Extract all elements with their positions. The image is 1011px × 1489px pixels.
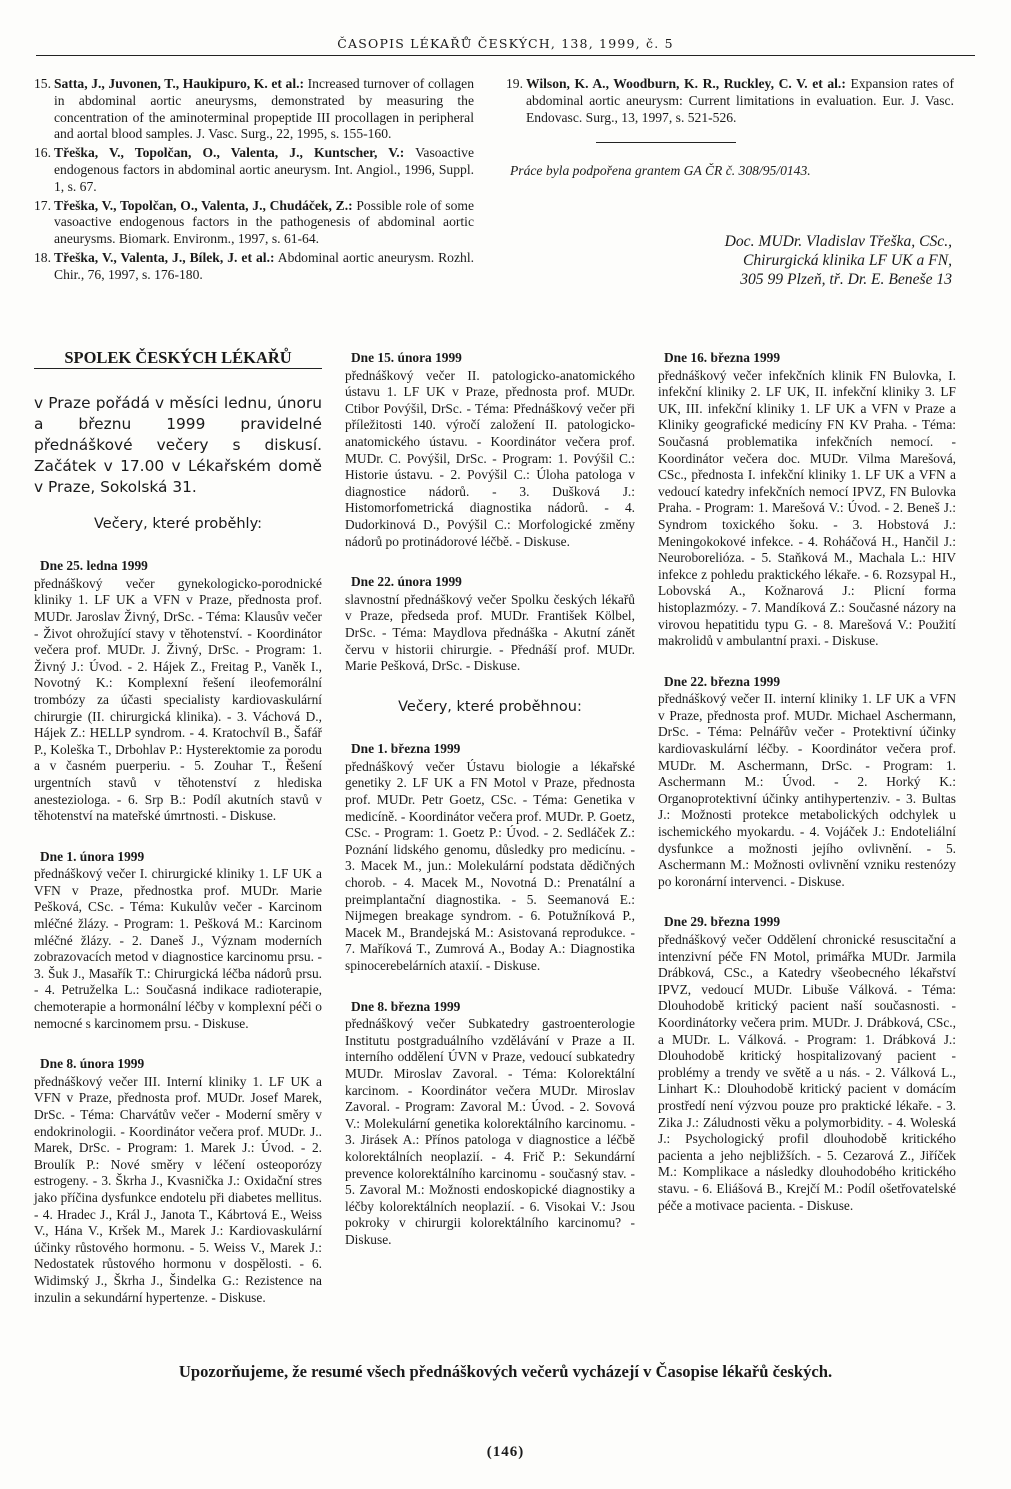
reference-authors: Třeška, V., Topolčan, O., Valenta, J., Kuntscher, V.: bbox=[54, 145, 405, 161]
reference-number: 18. bbox=[34, 249, 51, 265]
reference-item bbox=[34, 250, 474, 284]
reference-text: Possible role of some vasoactive endogenous factors in the pathogenesis of abdominal aortic aneurysms. Biomark. Environm., 1997, s. 61-64. bbox=[54, 197, 474, 247]
footer-notice: Upozorňujeme, že resumé všech přednáškových večerů vycházejí v Časopise lékařů českých. bbox=[178, 1362, 833, 1381]
reference-text: Increased turnover of collagen in abdominal aortic aneurysms, demonstrated by measuring the concentration of the aminoterminal propeptide III procollagen in peripheral and aortal blood samples. J. Vasc. Surg., 22, 1995, s. 155-160. bbox=[54, 76, 474, 142]
reference-number: 15. bbox=[34, 76, 51, 91]
reference-item bbox=[506, 76, 954, 126]
event-description: přednáškový večer III. Interní kliniky 1. LF UK a VFN v Praze, přednosta prof. MUDr. Josef Marek, DrSc. - Téma: Charvátův večer - Moderní směry v endokrinologii. - Koordinátor večera prof. MUDr. J.. Marek, DrSc. - Program: 1. Marek J.: Úvod. - 2. Broulík P.: Nové směry v léčení osteoporózy estrogeny. - 3. Škrha J., Kvasnička J.: Oxidační stres jako příčina dysfunkce endotelu při diabetes mellitus. - 4. Hradec J., Král J., Janota T., Kábrtová E., Weiss V., Hána V., Kršek M., Marek J.: Kardiovaskulární účinky růstového hormonu. - 5. Weiss V., Marek J.: Nedostatek růstového hormonu v dospělosti. - 6. Widimský J., Škrha J., Šindelka G.: Rezistence na inzulin a sekundární hypertenze. - Diskuse. bbox=[34, 1073, 322, 1305]
references-right-column bbox=[506, 76, 954, 289]
reference-item bbox=[34, 145, 474, 195]
event-date: Dne 1. března 1999 bbox=[351, 741, 461, 757]
grant-acknowledgement: Práce byla podpořena grantem GA ČR č. 308/95/0143. bbox=[510, 163, 811, 179]
running-title: ČASOPIS LÉKAŘŮ ČESKÝCH, 138, 1999, č. 5 bbox=[337, 36, 674, 51]
signature-line: Chirurgická klinika LF UK a FN, bbox=[742, 252, 952, 270]
reference-authors: Třeška, V., Valenta, J., Bílek, J. et al.: bbox=[54, 249, 275, 265]
event-entry bbox=[345, 350, 635, 550]
event-date: Dne 29. března 1999 bbox=[664, 914, 781, 930]
event-entry bbox=[658, 350, 956, 650]
page-number: (146) bbox=[486, 1444, 525, 1460]
reference-authors: Wilson, K. A., Woodburn, K. R., Ruckley, C. V. et al.: bbox=[526, 76, 846, 91]
event-entry bbox=[345, 741, 635, 974]
event-description: přednáškový večer gynekologicko-porodnické kliniky 1. LF UK a VFN v Praze, přednosta prof. MUDr. Jaroslav Živný, DrSc. - Téma: Klausův večer - Život ohrožující stavy v těhotenství. - Koordinátor večera prof. MUDr. J. Živný, DrSc. - Program: 1. Živný J.: Úvod. - 2. Hájek Z., Freitag P., Vaněk I., Novotný K.: Komplexní řešení ileofemorální trombózy za účasti specialisty kardiovaskulární chirurgie (II. chirurgická klinika). - 3. Váchová D., Hájek Z.: HELLP syndrom. - 4. Kratochvíl B., Šafář P., Koleška T., Drbohlav P.: Hysterektomie za porodu a v časném puerperiu. - 5. Zouhar T., Řešení urgentních stavů v těhotenství z hlediska anesteziologa. - 6. Srp B.: Podíl akutních stavů v těhotenství na mateřské úmrtnosti. - Diskuse. bbox=[34, 575, 322, 824]
reference-text: Vasoactive endogenous factors in abdominal aortic aneurysm. Int. Angiol., 1996, Suppl. 1, s. 67. bbox=[54, 145, 474, 194]
past-evenings-heading: Večery, které proběhly: bbox=[93, 515, 263, 532]
society-title: SPOLEK ČESKÝCH LÉKAŘŮ bbox=[34, 350, 322, 369]
event-date: Dne 1. února 1999 bbox=[40, 848, 145, 864]
event-description: slavnostní přednáškový večer Spolku českých lékařů v Praze, předseda prof. MUDr. František Kölbel, DrSc. - Téma: Maydlova přednáška - Akutní zánět červu v historii chirurgie. - Přednáší prof. MUDr. Marie Pešková, DrSc. - Diskuse. bbox=[345, 591, 635, 674]
reference-number: 19. bbox=[506, 76, 523, 91]
author-signature bbox=[506, 232, 954, 289]
event-description: přednáškový večer Subkatedry gastroenterologie Institutu postgraduálního vzdělávání v Praze a II. interního oddělení ÚVN v Praze, vedoucí subkatedry MUDr. Miroslav Zavoral. - Téma: Kolorektální karcinom. - Koordinátor večera MUDr. Miroslav Zavoral. - Program: Zavoral M.: Úvod. - 2. Sovová V.: Molekulární genetika kolorektálního karcinomu. - 3. Jirásek A.: Přínos patologa v diagnostice a léčbě kolorektálních neoplazií. - 4. Frič P.: Sekundární prevence kolorektálního karcinomu - současný stav. - 5. Zavoral M.: Možnosti endoskopické diagnostiky a léčby kolorektálních neoplazií. - 6. Visokai V.: Jsou pokroky v chirurgii kolorektálního karcinomu? - Diskuse. bbox=[345, 1016, 635, 1247]
event-date: Dne 22. března 1999 bbox=[664, 673, 781, 689]
event-description: přednáškový večer II. interní kliniky 1. LF UK a VFN v Praze, přednosta prof. MUDr. Michael Aschermann, DrSc. - Téma: Pelnářův večer - Protektivní účinky kardiovaskulární léčby. - Koordinátor večera prof. MUDr. M. Aschermann, DrSc. - Program: 1. Aschermann M.: Úvod. - 2. Horký K.: Organoprotektivní účinky antihypertenziv. - 3. Bultas J.: Možnosti protekce metabolických odchylek u ischemického myokardu. - 4. Vojáček J.: Endoteliální dysfunkce a možnosti jejího ovlivnění. - 5. Aschermann M.: Možnosti ovlivnění vzniku restenózy po koronární intervenci. - Diskuse. bbox=[658, 691, 956, 889]
event-entry bbox=[34, 558, 322, 825]
event-description: přednáškový večer Ústavu biologie a lékařské genetiky 2. LF UK a FN Motol v Praze, přednosta prof. MUDr. Petr Goetz, CSc. - Téma: Genetika v medicíně. - Koordinátor večera prof. MUDr. P. Goetz, CSc. - Program: 1. Goetz P.: Úvod. - 2. Sedláček Z.: Poznání lidského genomu, důsledky pro medicínu. - 3. Macek M., jun.: Molekulární podstata dědičných chorob. - 4. Macek M., Novotná D.: Prenatální a preimplantační diagnostika. - 5. Seemanová E.: Nijmegen breakage syndrom. - 6. Potužníková P., Macek M., Brandejská M.: Asistovaná reprodukce. - 7. Maříková T., Zumrová A., Boday A.: Diagnostika spinocerebelárních ataxií. - Diskuse. bbox=[345, 758, 635, 973]
signature-line: Doc. MUDr. Vladislav Třeška, CSc., bbox=[724, 233, 952, 251]
announcement-column-1 bbox=[34, 350, 322, 1330]
header-rule bbox=[36, 55, 975, 56]
reference-text: Abdominal aortic aneurysm. Rozhl. Chir., 76, 1997, s. 176-180. bbox=[54, 249, 474, 282]
event-date: Dne 16. března 1999 bbox=[664, 350, 781, 365]
reference-text: Expansion rates of abdominal aortic aneurysm: Current limitations in evaluation. Eur. J. Vasc. Endovasc. Surg., 13, 1997, s. 521-526. bbox=[526, 76, 955, 125]
future-evenings-heading: Večery, které proběhnou: bbox=[398, 698, 582, 715]
announcement-column-3 bbox=[658, 350, 956, 1238]
event-date: Dne 8. února 1999 bbox=[40, 1056, 145, 1072]
announcement-column-2 bbox=[345, 350, 635, 1273]
event-description: přednáškový večer II. patologicko-anatomického ústavu 1. LF UK v Praze, přednosta prof. MUDr. Ctibor Povýšil, DrSc. - Téma: Přednáškový večer při příležitosti 140. výročí založení II. patologicko-anatomického ústavu. - Koordinátor večera prof. MUDr. C. Povýšil, DrSc. - Program: 1. Povýšil C.: Historie ústavu. - 2. Povýšil C.: Úloha patologa v diagnostice nádorů. - 3. Dušková J.: Histomorfometrická diagnostika nádorů. - 4. Dudorkinová D., Povýšil C.: Morfologické změny nádorů po protinádorové léčbě. - Diskuse. bbox=[345, 367, 635, 549]
event-entry bbox=[658, 674, 956, 891]
event-date: Dne 22. února 1999 bbox=[351, 574, 462, 590]
signature-line: 305 99 Plzeň, tř. Dr. E. Beneše 13 bbox=[740, 271, 952, 289]
reference-item bbox=[34, 76, 474, 143]
event-description: přednáškový večer infekčních klinik FN Bulovka, I. infekční kliniky 2. LF UK, II. infekční kliniky 3. LF UK, III. infekční kliniky 1. LF UK a VFN v Praze a Kliniky geografické medicíny FN KV Praha. - Téma: Současná problematika infekčních nemocí. - Koordinátor večera doc. MUDr. Vilma Marešová, CSc., přednosta I. infekční kliniky 1. LF UK a VFN a vedoucí katedry infekčních nemocí IPVZ, FN Bulovka Praha. - Program: 1. Marešová V.: Úvod. - 2. Beneš J.: Syndrom toxického šoku. - 3. Hobstová J.: Meningokokové infekce. - 4. Roháčová H., Hančil J.: Neuroborelióza. - 5. Staňková M., Machala L.: HIV infekce z pohledu praktického lékaře. - 6. Rozsypal H., Lobovská A., Kožnarová J.: Plicní forma histoplazmózy. - 7. Mandíková Z.: Současné názory na virovou hepatitidu typu G. - 8. Marešová V.: Použití makrolidů v ambulantní praxi. - Diskuse. bbox=[658, 367, 956, 649]
references-left-column bbox=[34, 76, 474, 286]
section-divider bbox=[596, 142, 736, 143]
event-description: přednáškový večer Oddělení chronické resuscitační a intenzivní péče FN Motol, primářka MUDr. Jarmila Drábková, CSc., a Katedry všeobecného lékařství IPVZ, vedoucí MUDr. Libuše Válková. - Téma: Dlouhodobě kritický pacient naší současnosti. - Koordinátorky večera prim. MUDr. J. Drábková, CSc., a MUDr. L. Válková. - Program: 1. Drábková J.: Dlouhodobě kritický hospitalizovaný pacient - problémy a trendy ve světě a u nás. - 2. Válková L., Linhart K.: Dlouhodobě kritický pacient v domácím prostředí není výzvou pouze pro praktické lékaře. - 3. Zika J.: Záludnosti věku a polymorbidity. - 4. Woleská J.: Psychologický profil dlouhodobě kritického pacienta a jeho nejbližších. - 5. Cezarová Z., Jiříček M.: Komplikace a následky dlouhodobého kritického stavu. - 6. Eliášová B., Krejčí M.: Podíl ošetřovatelské péče a motivace pacienta. - Diskuse. bbox=[658, 932, 956, 1213]
reference-number: 17. bbox=[34, 197, 51, 213]
event-entry bbox=[345, 999, 635, 1249]
event-entry bbox=[34, 849, 322, 1033]
event-description: přednáškový večer I. chirurgické kliniky 1. LF UK a VFN v Praze, přednostka prof. MUDr. Marie Pešková, CSc. - Téma: Kukulův večer - Karcinom mléčné žlázy. - Program: 1. Pešková M.: Karcinom mléčné žlázy. - 2. Daneš J., Význam moderních zobrazovacích metod v diagnostice karcinomu prsu. - 3. Šuk J., Masařík T.: Chirurgická léčba nádorů prsu. - 4. Petruželka L.: Současná indikace radioterapie, chemoterapie a hormonální léčby v komplexní péči o nemocné s karcinomem prsu. - Diskuse. bbox=[34, 866, 322, 1031]
event-entry bbox=[658, 914, 956, 1214]
event-date: Dne 8. března 1999 bbox=[351, 998, 461, 1014]
event-entry bbox=[345, 574, 635, 675]
reference-item bbox=[34, 198, 474, 248]
event-entry bbox=[34, 1056, 322, 1306]
reference-authors: Satta, J., Juvonen, T., Haukipuro, K. et al.: bbox=[54, 76, 305, 91]
reference-authors: Třeška, V., Topolčan, O., Valenta, J., Chudáček, Z.: bbox=[54, 197, 353, 213]
society-intro: v Praze pořádá v měsíci lednu, únoru a březnu 1999 pravidelné přednáškové večery s diskusí. Začátek v 17.00 v Lékařském domě v Praze, Sokolská 31. bbox=[34, 393, 322, 496]
event-date: Dne 15. února 1999 bbox=[351, 350, 462, 365]
event-date: Dne 25. ledna 1999 bbox=[40, 558, 148, 574]
reference-number: 16. bbox=[34, 145, 51, 161]
